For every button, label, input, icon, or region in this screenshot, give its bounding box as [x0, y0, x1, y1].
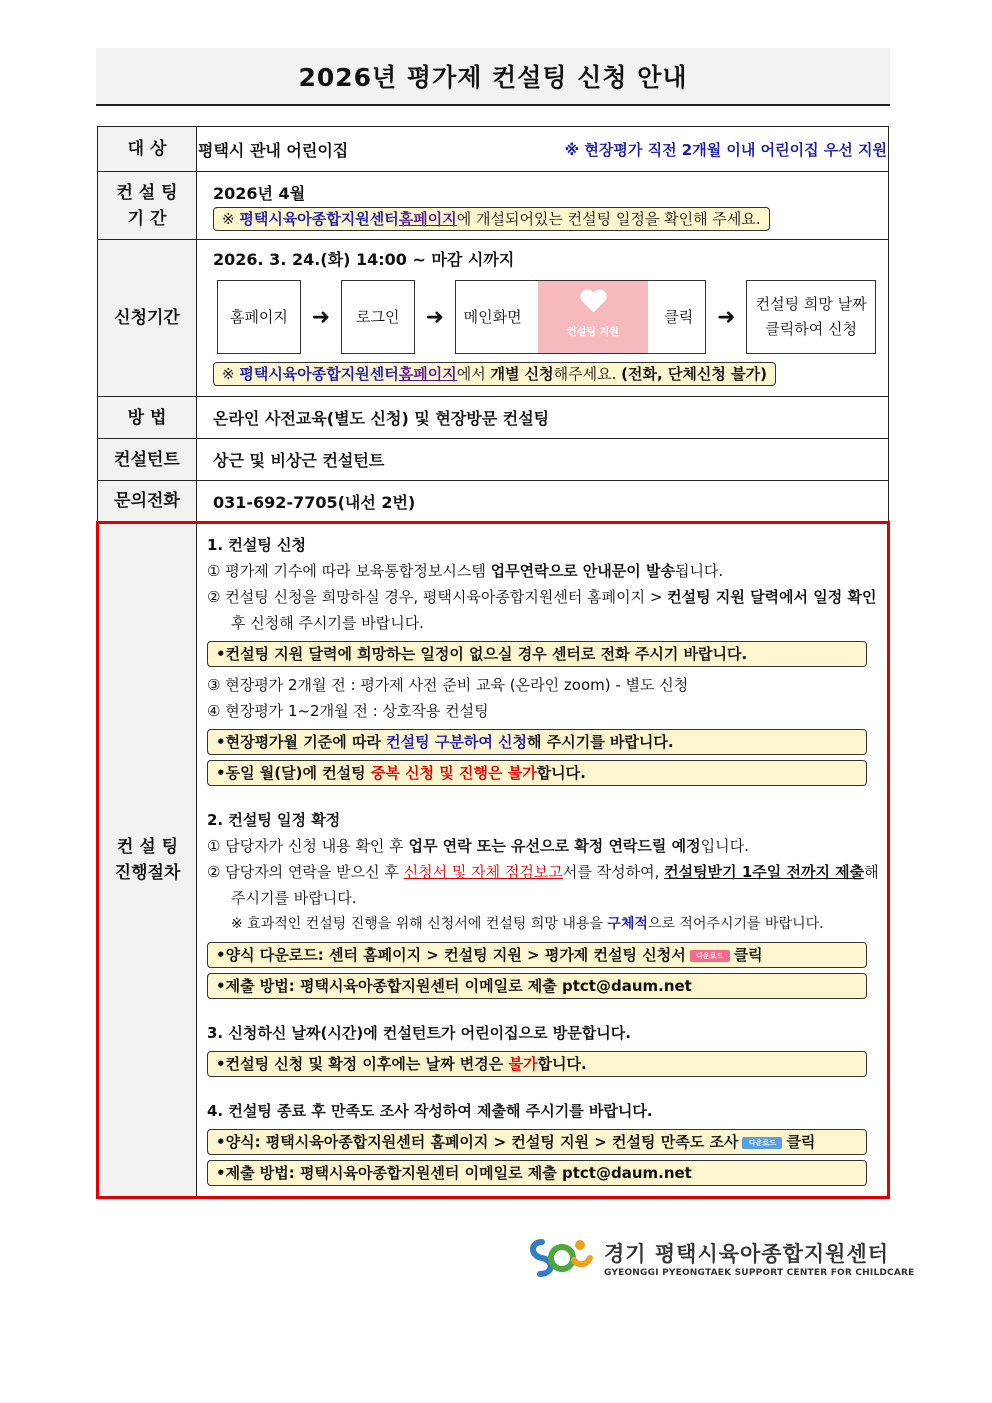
s2-note: ※ 효과적인 컨설팅 진행을 위해 신청서에 컨설팅 희망 내용을 구체적으로 적어주시기를 바랍니다. [231, 916, 824, 932]
apply-note: ※ 평택시육아종합지원센터홈페이지에서 개별 신청해주세요. (전화, 단체신청 불가) [213, 362, 776, 386]
section-1-title: 1. 컨설팅 신청 [207, 536, 307, 554]
step-login: 로그인 [341, 280, 415, 354]
s4-highlight-form: •양식: 평택시육아종합지원센터 홈페이지 > 컨설팅 지원 > 컨설팅 만족도 조사 다운로드 클릭 [207, 1129, 867, 1155]
s4-highlight-submit: •제출 방법: 평택시육아종합지원센터 이메일로 제출 ptct@daum.net [207, 1160, 867, 1186]
row-consultant [98, 439, 889, 481]
header-period: 컨 설 팅 기 간 [98, 172, 197, 240]
period-value: 2026년 4월 [213, 183, 306, 203]
s2-item-2: ② 담당자의 연락을 받으신 후 신청서 및 자체 점검보고서를 작성하여, 컨설팅받기 1주일 전까지 제출해 주시기를 바랍니다. [207, 863, 879, 907]
step-pick-date: 컨설팅 희망 날짜 클릭하여 신청 [746, 280, 876, 354]
arrow-icon: ➜ [311, 304, 331, 330]
section-4-title: 4. 컨설팅 종료 후 만족도 조사 작성하여 제출해 주시기를 바랍니다. [207, 1102, 653, 1120]
row-phone [98, 481, 889, 523]
header-phone: 문의전화 [98, 481, 197, 523]
title-bar [96, 48, 890, 106]
phone-value: 031-692-7705(내선 2번) [197, 481, 889, 523]
footer-logo [528, 1236, 915, 1280]
procedure-content [197, 523, 889, 1198]
header-target: 대 상 [98, 127, 197, 172]
s1-highlight-1: •컨설팅 지원 달력에 희망하는 일정이 없으실 경우 센터로 전화 주시기 바랍니다. [207, 641, 867, 667]
s3-highlight: •컨설팅 신청 및 확정 이후에는 날짜 변경은 불가합니다. [207, 1051, 867, 1077]
heart-icon [580, 290, 606, 314]
info-table [96, 126, 890, 1199]
s2-highlight-download: •양식 다운로드: 센터 홈페이지 > 컨설팅 지원 > 평가제 컨설팅 신청서 다운로드 클릭 [207, 942, 867, 968]
header-apply: 신청기간 [98, 240, 197, 397]
step-main-screen: 메인화면 컨설팅 지원 클릭 [455, 280, 707, 354]
download-button[interactable]: 다운로드 [690, 950, 730, 962]
center-logo-icon [528, 1236, 598, 1280]
row-apply [98, 240, 889, 397]
row-procedure [98, 523, 889, 1198]
s1-item-1: ① 평가제 기수에 따라 보육통합정보시스템 업무연락으로 안내문이 발송됩니다. [207, 562, 724, 580]
apply-flow [217, 280, 876, 354]
row-target [98, 127, 889, 172]
method-value: 온라인 사전교육(별도 신청) 및 현장방문 컨설팅 [197, 397, 889, 439]
step-homepage: 홈페이지 [217, 280, 301, 354]
apply-date: 2026. 3. 24.(화) 14:00 ~ 마감 시까지 [213, 250, 515, 269]
s2-item-1: ① 담당자가 신청 내용 확인 후 업무 연락 또는 유선으로 확정 연락드릴 예정입니다. [207, 837, 749, 855]
page-title: 2026년 평가제 컨설팅 신청 안내 [298, 63, 688, 92]
s1-item-3: ③ 현장평가 2개월 전 : 평가제 사전 준비 교육 (온라인 zoom) - 별도 신청 [207, 676, 689, 694]
target-note: ※ 현장평가 직전 2개월 이내 어린이집 우선 지원 [564, 140, 887, 159]
arrow-icon: ➜ [425, 304, 444, 330]
s2-highlight-submit: •제출 방법: 평택시육아종합지원센터 이메일로 제출 ptct@daum.net [207, 973, 867, 999]
download-button[interactable]: 다운로드 [742, 1137, 782, 1149]
s1-item-4: ④ 현장평가 1~2개월 전 : 상호작용 컨설팅 [207, 702, 489, 720]
arrow-icon: ➜ [717, 304, 736, 330]
header-consultant: 컨설턴트 [98, 439, 197, 481]
s1-highlight-2: •현장평가월 기준에 따라 컨설팅 구분하여 신청해 주시기를 바랍니다. [207, 729, 867, 755]
footer-org-en: GYEONGGI PYEONGTAEK SUPPORT CENTER FOR CHILDCARE [604, 1268, 915, 1278]
header-procedure: 컨 설 팅 진행절차 [98, 523, 197, 1198]
footer-org-ko: 경기 평택시육아종합지원센터 [604, 1242, 890, 1266]
section-3-title: 3. 신청하신 날짜(시간)에 컨설턴트가 어린이집으로 방문합니다. [207, 1024, 631, 1042]
consulting-support-badge: 컨설팅 지원 [538, 281, 648, 353]
row-period [98, 172, 889, 240]
s1-highlight-3: •동일 월(달)에 컨설팅 중복 신청 및 진행은 불가합니다. [207, 760, 867, 786]
header-method: 방 법 [98, 397, 197, 439]
section-2-title: 2. 컨설팅 일정 확정 [207, 811, 341, 829]
row-method [98, 397, 889, 439]
period-note: ※ 평택시육아종합지원센터홈페이지에 개설되어있는 컨설팅 일정을 확인해 주세요. [213, 207, 770, 231]
target-value: 평택시 관내 어린이집 [198, 140, 349, 160]
consultant-value: 상근 및 비상근 컨설턴트 [197, 439, 889, 481]
s1-item-2: ② 컨설팅 신청을 희망하실 경우, 평택시육아종합지원센터 홈페이지 > 컨설팅 지원 달력에서 일정 확인 후 신청해 주시기를 바랍니다. [207, 588, 877, 632]
